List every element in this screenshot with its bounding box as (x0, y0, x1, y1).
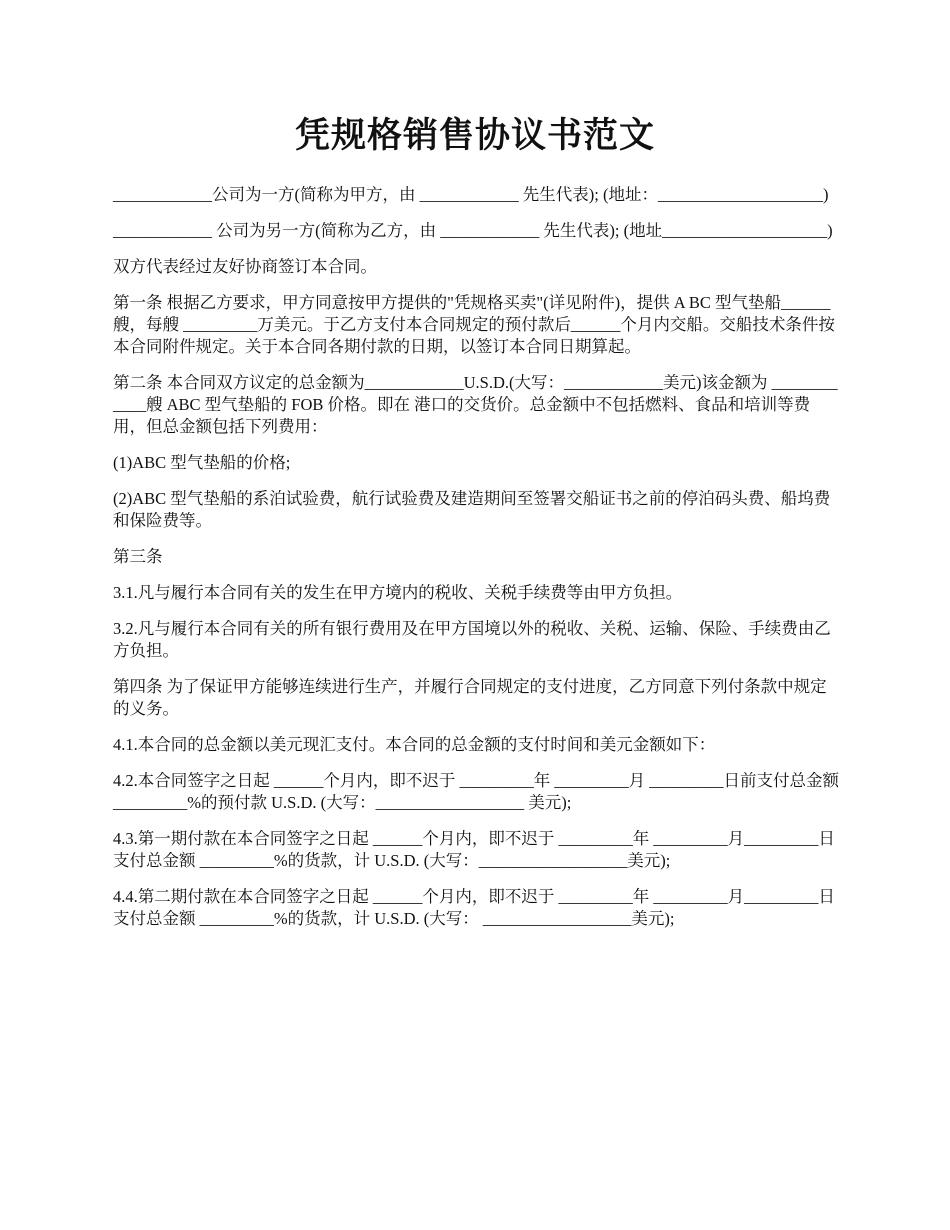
clause-4-2: 4.2.本合同签字之日起 ______个月内，即不迟于 _________年 _________月 _________日前支付总金额 _________%的预付款 U.S.D. (大写：__________________ 美元); (113, 771, 839, 812)
article-2-paragraph: 第二条 本合同双方议定的总金额为____________U.S.D.(大写：____________美元)该金额为 ____________艘 ABC 型气垫船的 FOB 价格。即在 港口的交货价。总金额中不包括燃料、食品和培训等费用，但总金额包括下列费用： (113, 373, 838, 436)
clause-3-2: 3.2.凡与履行本合同有关的所有银行费用及在甲方国境以外的税收、关税、运输、保险、手续费由乙方负担。 (113, 619, 831, 660)
clause-4-4: 4.4.第二期付款在本合同签字之日起 ______个月内，即不迟于 _________年 _________月_________日支付总金额 _________%的货款，计 U.S.D. (大写： __________________美元); (113, 887, 835, 928)
clause-4-1: 4.1.本合同的总金额以美元现汇支付。本合同的总金额的支付时间和美元金额如下： (113, 735, 716, 754)
document-title: 凭规格销售协议书范文 (294, 115, 655, 156)
clause-3-1: 3.1.凡与履行本合同有关的发生在甲方境内的税收、关税手续费等由甲方负担。 (113, 583, 683, 602)
article-4-paragraph: 第四条 为了保证甲方能够连续进行生产，并履行合同规定的支付进度，乙方同意下列付条款中规定的义务。 (113, 677, 827, 718)
intro-paragraph: 双方代表经过友好协商签订本合同。 (113, 257, 377, 276)
article-1-paragraph: 第一条 根据乙方要求，甲方同意按甲方提供的"凭规格买卖"(详见附件)，提供 A BC 型气垫船______艘，每艘 _________万美元。于乙方支付本合同规定的预付款后______个月内交船。交船技术条件按本合同附件规定。关于本合同各期付款的日期，以签订本合同日期算起。 (113, 293, 835, 356)
document-body (113, 184, 840, 944)
clause-4-3: 4.3.第一期付款在本合同签字之日起 ______个月内，即不迟于 _________年 _________月_________日支付总金额 _________%的货款，计 U.S.D. (大写：__________________美元); (113, 829, 835, 870)
party-b-paragraph: ____________ 公司为另一方(简称为乙方，由 ____________ 先生代表); (地址____________________) (113, 221, 833, 240)
fee-item-1: (1)ABC 型气垫船的价格; (113, 453, 291, 472)
article-3-heading: 第三条 (113, 547, 163, 566)
party-a-paragraph: ____________公司为一方(简称为甲方，由 ____________ 先生代表); (地址：____________________) (113, 185, 829, 204)
fee-item-2: (2)ABC 型气垫船的系泊试验费，航行试验费及建造期间至签署交船证书之前的停泊码头费、船坞费和保险费等。 (113, 489, 831, 530)
